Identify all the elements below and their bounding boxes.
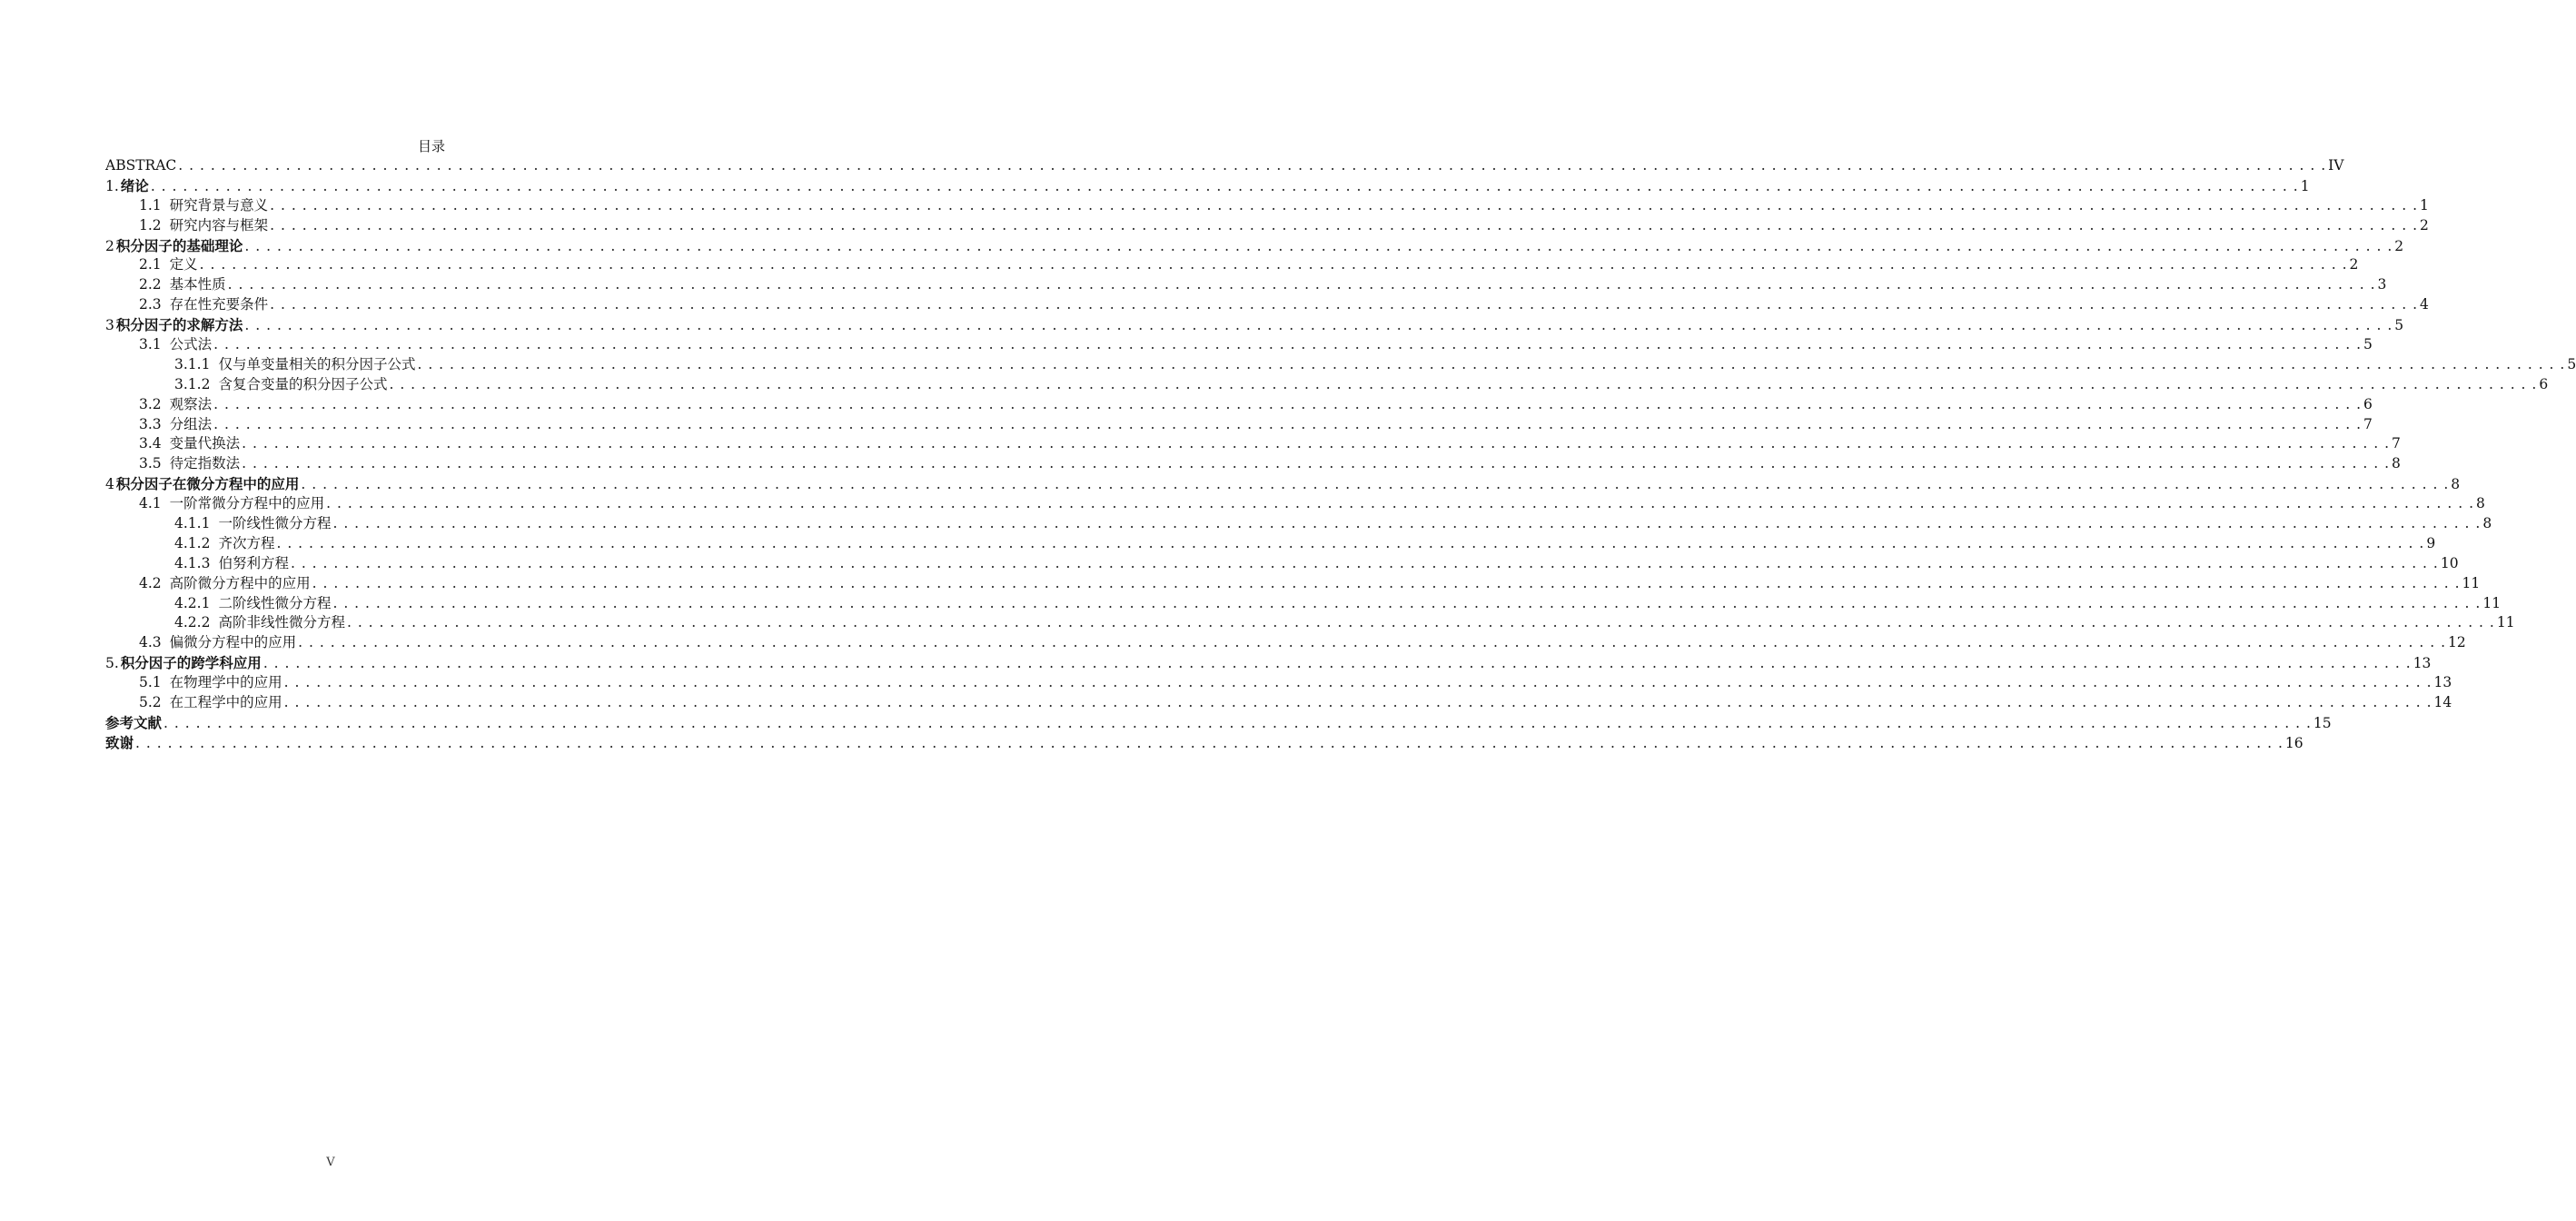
toc-entry-number: 4.2.1 [174,594,211,611]
toc-entry-page: 1 [2300,177,2310,194]
toc-entry-title [105,156,176,176]
toc-entry-text: 在工程学中的应用 [169,694,282,711]
toc-leader-dots: . . . . . . . . . . . . . . . . . . . . . . . . . . . . . . . . . . . . . . . . . . . . . . . . . . . . . . . . . . . . . . . . . . . . . . . . . . . . . . . . . . . . . . . . . . . . . . . . . . . . . . . . . . . . . . . . . . . . . . . . . . . . . . . . . . . . . . . . . . . . . . . . . . . . . . . . . . . . . . . . . . . . . . . . . . . . . . . . . . . . . . . . . . . . . . . . . . . . . . . . [213,395,2363,412]
toc-entry-page: 11 [2482,594,2502,611]
toc-entry-title [139,434,240,454]
toc-leader-dots: . . . . . . . . . . . . . . . . . . . . . . . . . . . . . . . . . . . . . . . . . . . . . . . . . . . . . . . . . . . . . . . . . . . . . . . . . . . . . . . . . . . . . . . . . . . . . . . . . . . . . . . . . . . . . . . . . . . . . . . . . . . . . . . . . . . . . . . . . . . . . . . . . . . . . . . . . . . . . . . . . . . . . . . . . . . . . . . . . . . . . . . . . . . . . . . . . . . . . . . . [389,375,2538,392]
toc-entry-text: 研究背景与意义 [169,196,269,213]
toc-leader-dots: . . . . . . . . . . . . . . . . . . . . . . . . . . . . . . . . . . . . . . . . . . . . . . . . . . . . . . . . . . . . . . . . . . . . . . . . . . . . . . . . . . . . . . . . . . . . . . . . . . . . . . . . . . . . . . . . . . . . . . . . . . . . . . . . . . . . . . . . . . . . . . . . . . . . . . . . . . . . . . . . . . . . . . . . . . . . . . . . . . . . . . . . . . . . . . . . . . . . . . . . [213,336,2363,353]
toc-entry-page: 11 [2496,614,2515,631]
toc-entry-number: 4.1.1 [174,515,211,532]
toc-entry-text: 分组法 [169,415,213,432]
toc-entry[interactable] [105,236,2404,256]
toc-entry[interactable] [105,375,2549,395]
toc-entry-page: 2 [2349,256,2359,273]
toc-entry-text: 积分因子的基础理论 [115,236,243,254]
toc-entry-page: 10 [2440,554,2459,571]
toc-entry[interactable] [105,176,2310,196]
toc-entry-page: 2 [2394,237,2404,254]
toc-entry-title [139,395,212,415]
toc-entry-text: 一阶常微分方程中的应用 [169,495,325,512]
toc-entry-text: 基本性质 [169,276,226,293]
toc-entry-text: 一阶线性微分方程 [218,515,332,532]
toc-entry-page: 13 [2413,655,2432,672]
toc-entry-title [105,176,149,197]
toc-entry-text: 绪论 [120,176,149,194]
toc-entry-number: 5. [105,655,119,672]
toc-entry-number: 3.2 [139,395,162,412]
toc-entry-title [174,594,331,614]
toc-entry-text: 积分因子在微分方程中的应用 [115,475,300,493]
toc-entry-number: 3.5 [139,455,162,472]
toc-entry-page: 8 [2482,515,2492,532]
toc-entry-number: 4.1 [139,495,162,512]
toc-entry-text: 存在性充要条件 [169,296,269,313]
toc-leader-dots: . . . . . . . . . . . . . . . . . . . . . . . . . . . . . . . . . . . . . . . . . . . . . . . . . . . . . . . . . . . . . . . . . . . . . . . . . . . . . . . . . . . . . . . . . . . . . . . . . . . . . . . . . . . . . . . . . . . . . . . . . . . . . . . . . . . . . . . . . . . . . . . . . . . . . . . . . . . . . . . . . . . . . . . . . . . . . . . . . . . . . . . . . . . . . . . . . . . . . . . . [283,674,2432,691]
toc-entry-text: 偏微分方程中的应用 [169,634,297,651]
toc-leader-dots: . . . . . . . . . . . . . . . . . . . . . . . . . . . . . . . . . . . . . . . . . . . . . . . . . . . . . . . . . . . . . . . . . . . . . . . . . . . . . . . . . . . . . . . . . . . . . . . . . . . . . . . . . . . . . . . . . . . . . . . . . . . . . . . . . . . . . . . . . . . . . . . . . . . . . . . . . . . . . . . . . . . . . . . . . . . . . . . . . . . . . . . . . . . . . . . . . . . . . . . . [242,435,2391,452]
toc-entry-text: 定义 [169,256,198,273]
toc-entry[interactable] [105,415,2373,435]
toc-entry-text: 致谢 [105,733,134,751]
toc-leader-dots: . . . . . . . . . . . . . . . . . . . . . . . . . . . . . . . . . . . . . . . . . . . . . . . . . . . . . . . . . . . . . . . . . . . . . . . . . . . . . . . . . . . . . . . . . . . . . . . . . . . . . . . . . . . . . . . . . . . . . . . . . . . . . . . . . . . . . . . . . . . . . . . . . . . . . . . . . . . . . . . . . . . . . . . . . . . . . . . . . . . . . . . . . . . . . . . . . . . . . . . . [270,216,2419,233]
toc-entry-number: 1. [105,177,119,194]
toc-entry-page: 8 [2392,455,2401,472]
toc-entry[interactable] [105,355,2576,375]
toc-entry-page: 2 [2420,216,2429,233]
toc-entry-page: IV [2328,157,2344,174]
toc-entry-text: 参考文献 [105,713,163,731]
toc-entry-text: 观察法 [169,395,213,412]
toc-entry-title [174,514,331,534]
toc-entry-title [174,554,289,574]
toc-leader-dots: . . . . . . . . . . . . . . . . . . . . . . . . . . . . . . . . . . . . . . . . . . . . . . . . . . . . . . . . . . . . . . . . . . . . . . . . . . . . . . . . . . . . . . . . . . . . . . . . . . . . . . . . . . . . . . . . . . . . . . . . . . . . . . . . . . . . . . . . . . . . . . . . . . . . . . . . . . . . . . . . . . . . . . . . . . . . . . . . . . . . . . . . . . . . . . . . . . . . . . . . [135,734,2284,751]
toc-entry-text: 高阶微分方程中的应用 [169,574,311,591]
toc-leader-dots: . . . . . . . . . . . . . . . . . . . . . . . . . . . . . . . . . . . . . . . . . . . . . . . . . . . . . . . . . . . . . . . . . . . . . . . . . . . . . . . . . . . . . . . . . . . . . . . . . . . . . . . . . . . . . . . . . . . . . . . . . . . . . . . . . . . . . . . . . . . . . . . . . . . . . . . . . . . . . . . . . . . . . . . . . . . . . . . . . . . . . . . . . . . . . . . . . . . . . . . . [270,196,2419,213]
toc-entry-text: 在物理学中的应用 [169,674,282,691]
toc-entry[interactable] [105,494,2485,514]
toc-entry[interactable] [105,275,2387,295]
toc-entry-text: 二阶线性微分方程 [218,594,332,611]
toc-entry[interactable] [105,395,2373,415]
toc-entry-number: 3.1.2 [174,375,211,392]
toc-entry[interactable] [105,713,2332,733]
toc-entry[interactable] [105,156,2344,176]
toc-entry-page: 12 [2448,634,2466,651]
toc-entry-text: 含复合变量的积分因子公式 [218,375,388,392]
toc-entry-title [139,574,311,594]
toc-leader-dots: . . . . . . . . . . . . . . . . . . . . . . . . . . . . . . . . . . . . . . . . . . . . . . . . . . . . . . . . . . . . . . . . . . . . . . . . . . . . . . . . . . . . . . . . . . . . . . . . . . . . . . . . . . . . . . . . . . . . . . . . . . . . . . . . . . . . . . . . . . . . . . . . . . . . . . . . . . . . . . . . . . . . . . . . . . . . . . . . . . . . . . . . . . . . . . . . . . . . . . . . [417,355,2566,372]
toc-entry-page: 15 [2313,714,2332,731]
toc-entry[interactable] [105,554,2459,574]
toc-leader-dots: . . . . . . . . . . . . . . . . . . . . . . . . . . . . . . . . . . . . . . . . . . . . . . . . . . . . . . . . . . . . . . . . . . . . . . . . . . . . . . . . . . . . . . . . . . . . . . . . . . . . . . . . . . . . . . . . . . . . . . . . . . . . . . . . . . . . . . . . . . . . . . . . . . . . . . . . . . . . . . . . . . . . . . . . . . . . . . . . . . . . . . . . . . . . . . . . . . . . . . . . [346,614,2495,631]
toc-entry-number: 3 [105,317,114,334]
toc-entry[interactable] [105,454,2401,474]
toc-entry-title [139,216,268,236]
toc-entry-title [174,534,274,554]
toc-entry-page: 6 [2539,375,2549,392]
toc-entry-title [174,613,345,633]
toc-entry-number: 4 [105,476,114,493]
toc-entry-page: 7 [2363,415,2373,432]
table-of-contents [105,156,2576,753]
toc-entry-text: 积分因子的跨学科应用 [120,654,262,672]
toc-entry-page: 13 [2433,674,2452,691]
toc-entry-title [139,494,324,514]
toc-entry-text: 积分因子的求解方法 [115,316,243,334]
toc-entry-number: 2.3 [139,296,162,313]
toc-entry-number: 3.3 [139,415,162,432]
toc-entry-text: ABSTRAC [105,157,177,174]
toc-entry-text: 伯努利方程 [218,554,289,571]
toc-entry[interactable] [105,255,2359,275]
toc-leader-dots: . . . . . . . . . . . . . . . . . . . . . . . . . . . . . . . . . . . . . . . . . . . . . . . . . . . . . . . . . . . . . . . . . . . . . . . . . . . . . . . . . . . . . . . . . . . . . . . . . . . . . . . . . . . . . . . . . . . . . . . . . . . . . . . . . . . . . . . . . . . . . . . . . . . . . . . . . . . . . . . . . . . . . . . . . . . . . . . . . . . . . . . . . . . . . . . . . . . . . . . . [332,594,2482,611]
toc-entry[interactable] [105,574,2481,594]
toc-entry-title [139,295,268,315]
toc-entry[interactable] [105,693,2452,713]
toc-leader-dots: . . . . . . . . . . . . . . . . . . . . . . . . . . . . . . . . . . . . . . . . . . . . . . . . . . . . . . . . . . . . . . . . . . . . . . . . . . . . . . . . . . . . . . . . . . . . . . . . . . . . . . . . . . . . . . . . . . . . . . . . . . . . . . . . . . . . . . . . . . . . . . . . . . . . . . . . . . . . . . . . . . . . . . . . . . . . . . . . . . . . . . . . . . . . . . . . . . . . . . . . [283,694,2432,711]
toc-entry[interactable] [105,196,2429,216]
toc-entry-title [139,335,212,355]
toc-entry[interactable] [105,434,2401,454]
toc-entry-title [139,255,198,275]
toc-entry[interactable] [105,633,2466,653]
toc-leader-dots: . . . . . . . . . . . . . . . . . . . . . . . . . . . . . . . . . . . . . . . . . . . . . . . . . . . . . . . . . . . . . . . . . . . . . . . . . . . . . . . . . . . . . . . . . . . . . . . . . . . . . . . . . . . . . . . . . . . . . . . . . . . . . . . . . . . . . . . . . . . . . . . . . . . . . . . . . . . . . . . . . . . . . . . . . . . . . . . . . . . . . . . . . . . . . . . . . . . . . . . . [326,495,2475,512]
toc-entry-title [139,196,268,216]
toc-entry[interactable] [105,474,2461,494]
toc-entry-title [105,653,262,674]
toc-entry-title [139,454,240,474]
toc-leader-dots: . . . . . . . . . . . . . . . . . . . . . . . . . . . . . . . . . . . . . . . . . . . . . . . . . . . . . . . . . . . . . . . . . . . . . . . . . . . . . . . . . . . . . . . . . . . . . . . . . . . . . . . . . . . . . . . . . . . . . . . . . . . . . . . . . . . . . . . . . . . . . . . . . . . . . . . . . . . . . . . . . . . . . . . . . . . . . . . . . . . . . . . . . . . . . . . . . . . . . . . . [178,157,2327,174]
toc-entry-title [139,633,296,653]
toc-entry-page: 7 [2392,435,2401,452]
toc-entry-number: 1.2 [139,216,162,233]
toc-entry[interactable] [105,335,2373,355]
toc-leader-dots: . . . . . . . . . . . . . . . . . . . . . . . . . . . . . . . . . . . . . . . . . . . . . . . . . . . . . . . . . . . . . . . . . . . . . . . . . . . . . . . . . . . . . . . . . . . . . . . . . . . . . . . . . . . . . . . . . . . . . . . . . . . . . . . . . . . . . . . . . . . . . . . . . . . . . . . . . . . . . . . . . . . . . . . . . . . . . . . . . . . . . . . . . . . . . . . . . . . . . . . . [227,276,2376,293]
toc-entry-text: 公式法 [169,336,213,353]
toc-entry-number: 4.2.2 [174,614,211,631]
toc-entry-page: 5 [2363,336,2373,353]
toc-entry-number: 5.2 [139,694,162,711]
toc-entry-page: 4 [2420,296,2429,313]
toc-entry[interactable] [105,315,2404,335]
toc-entry-title [105,733,134,754]
toc-entry-page: 8 [2451,476,2461,493]
toc-entry-page: 8 [2476,495,2485,512]
toc-leader-dots: . . . . . . . . . . . . . . . . . . . . . . . . . . . . . . . . . . . . . . . . . . . . . . . . . . . . . . . . . . . . . . . . . . . . . . . . . . . . . . . . . . . . . . . . . . . . . . . . . . . . . . . . . . . . . . . . . . . . . . . . . . . . . . . . . . . . . . . . . . . . . . . . . . . . . . . . . . . . . . . . . . . . . . . . . . . . . . . . . . . . . . . . . . . . . . . . . . . . . . . . [199,256,2348,273]
toc-entry-title [139,693,282,713]
toc-leader-dots: . . . . . . . . . . . . . . . . . . . . . . . . . . . . . . . . . . . . . . . . . . . . . . . . . . . . . . . . . . . . . . . . . . . . . . . . . . . . . . . . . . . . . . . . . . . . . . . . . . . . . . . . . . . . . . . . . . . . . . . . . . . . . . . . . . . . . . . . . . . . . . . . . . . . . . . . . . . . . . . . . . . . . . . . . . . . . . . . . . . . . . . . . . . . . . . . . . . . . . . . [263,655,2412,672]
toc-entry-title [105,236,243,257]
toc-leader-dots: . . . . . . . . . . . . . . . . . . . . . . . . . . . . . . . . . . . . . . . . . . . . . . . . . . . . . . . . . . . . . . . . . . . . . . . . . . . . . . . . . . . . . . . . . . . . . . . . . . . . . . . . . . . . . . . . . . . . . . . . . . . . . . . . . . . . . . . . . . . . . . . . . . . . . . . . . . . . . . . . . . . . . . . . . . . . . . . . . . . . . . . . . . . . . . . . . . . . . . . . [270,296,2419,313]
toc-leader-dots: . . . . . . . . . . . . . . . . . . . . . . . . . . . . . . . . . . . . . . . . . . . . . . . . . . . . . . . . . . . . . . . . . . . . . . . . . . . . . . . . . . . . . . . . . . . . . . . . . . . . . . . . . . . . . . . . . . . . . . . . . . . . . . . . . . . . . . . . . . . . . . . . . . . . . . . . . . . . . . . . . . . . . . . . . . . . . . . . . . . . . . . . . . . . . . . . . . . . . . . . [244,237,2393,254]
toc-entry-title [105,713,162,734]
toc-leader-dots: . . . . . . . . . . . . . . . . . . . . . . . . . . . . . . . . . . . . . . . . . . . . . . . . . . . . . . . . . . . . . . . . . . . . . . . . . . . . . . . . . . . . . . . . . . . . . . . . . . . . . . . . . . . . . . . . . . . . . . . . . . . . . . . . . . . . . . . . . . . . . . . . . . . . . . . . . . . . . . . . . . . . . . . . . . . . . . . . . . . . . . . . . . . . . . . . . . . . . . . . [298,634,2447,651]
toc-entry-page: 3 [2377,276,2387,293]
toc-entry-text: 变量代换法 [169,435,241,452]
toc-entry-page: 5 [2394,317,2404,334]
page-number-footer: V [326,1156,335,1169]
toc-entry-page: 9 [2426,534,2436,551]
toc-entry-number: 3.1 [139,336,162,353]
toc-entry-title [174,375,387,395]
toc-leader-dots: . . . . . . . . . . . . . . . . . . . . . . . . . . . . . . . . . . . . . . . . . . . . . . . . . . . . . . . . . . . . . . . . . . . . . . . . . . . . . . . . . . . . . . . . . . . . . . . . . . . . . . . . . . . . . . . . . . . . . . . . . . . . . . . . . . . . . . . . . . . . . . . . . . . . . . . . . . . . . . . . . . . . . . . . . . . . . . . . . . . . . . . . . . . . . . . . . . . . . . . . [290,554,2439,571]
toc-leader-dots: . . . . . . . . . . . . . . . . . . . . . . . . . . . . . . . . . . . . . . . . . . . . . . . . . . . . . . . . . . . . . . . . . . . . . . . . . . . . . . . . . . . . . . . . . . . . . . . . . . . . . . . . . . . . . . . . . . . . . . . . . . . . . . . . . . . . . . . . . . . . . . . . . . . . . . . . . . . . . . . . . . . . . . . . . . . . . . . . . . . . . . . . . . . . . . . . . . . . . . . . [244,317,2393,334]
toc-entry-number: 3.1.1 [174,355,211,372]
toc-leader-dots: . . . . . . . . . . . . . . . . . . . . . . . . . . . . . . . . . . . . . . . . . . . . . . . . . . . . . . . . . . . . . . . . . . . . . . . . . . . . . . . . . . . . . . . . . . . . . . . . . . . . . . . . . . . . . . . . . . . . . . . . . . . . . . . . . . . . . . . . . . . . . . . . . . . . . . . . . . . . . . . . . . . . . . . . . . . . . . . . . . . . . . . . . . . . . . . . . . . . . . . . [332,515,2482,532]
toc-entry[interactable] [105,613,2515,633]
toc-entry[interactable] [105,534,2436,554]
toc-entry-text: 待定指数法 [169,455,241,472]
toc-entry-number: 2 [105,237,114,254]
toc-entry[interactable] [105,594,2502,614]
toc-entry-page: 1 [2420,196,2429,213]
toc-entry-text: 齐次方程 [218,534,275,551]
toc-entry-title [139,415,212,435]
toc-entry-number: 4.1.3 [174,554,211,571]
toc-entry[interactable] [105,653,2432,673]
toc-entry-title [174,355,415,375]
toc-entry[interactable] [105,295,2429,315]
toc-leader-dots: . . . . . . . . . . . . . . . . . . . . . . . . . . . . . . . . . . . . . . . . . . . . . . . . . . . . . . . . . . . . . . . . . . . . . . . . . . . . . . . . . . . . . . . . . . . . . . . . . . . . . . . . . . . . . . . . . . . . . . . . . . . . . . . . . . . . . . . . . . . . . . . . . . . . . . . . . . . . . . . . . . . . . . . . . . . . . . . . . . . . . . . . . . . . . . . . . . . . . . . . [276,534,2425,551]
toc-entry-number: 2.2 [139,276,162,293]
toc-entry-number: 2.1 [139,256,162,273]
toc-entry-number: 4.1.2 [174,534,211,551]
toc-leader-dots: . . . . . . . . . . . . . . . . . . . . . . . . . . . . . . . . . . . . . . . . . . . . . . . . . . . . . . . . . . . . . . . . . . . . . . . . . . . . . . . . . . . . . . . . . . . . . . . . . . . . . . . . . . . . . . . . . . . . . . . . . . . . . . . . . . . . . . . . . . . . . . . . . . . . . . . . . . . . . . . . . . . . . . . . . . . . . . . . . . . . . . . . . . . . . . . . . . . . . . . . [242,455,2391,472]
toc-entry-number: 3.4 [139,435,162,452]
toc-leader-dots: . . . . . . . . . . . . . . . . . . . . . . . . . . . . . . . . . . . . . . . . . . . . . . . . . . . . . . . . . . . . . . . . . . . . . . . . . . . . . . . . . . . . . . . . . . . . . . . . . . . . . . . . . . . . . . . . . . . . . . . . . . . . . . . . . . . . . . . . . . . . . . . . . . . . . . . . . . . . . . . . . . . . . . . . . . . . . . . . . . . . . . . . . . . . . . . . . . . . . . . . [150,177,2299,194]
toc-entry-page: 5 [2567,355,2576,372]
toc-entry-number: 5.1 [139,674,162,691]
toc-entry-page: 14 [2433,694,2452,711]
toc-entry-number: 4.3 [139,634,162,651]
toc-title: 目录 [417,138,445,154]
toc-entry-page: 16 [2284,734,2304,751]
toc-leader-dots: . . . . . . . . . . . . . . . . . . . . . . . . . . . . . . . . . . . . . . . . . . . . . . . . . . . . . . . . . . . . . . . . . . . . . . . . . . . . . . . . . . . . . . . . . . . . . . . . . . . . . . . . . . . . . . . . . . . . . . . . . . . . . . . . . . . . . . . . . . . . . . . . . . . . . . . . . . . . . . . . . . . . . . . . . . . . . . . . . . . . . . . . . . . . . . . . . . . . . . . . [163,714,2312,731]
toc-entry-title [139,275,226,295]
toc-entry-title [105,315,243,336]
toc-entry[interactable] [105,514,2492,534]
toc-entry-number: 1.1 [139,196,162,213]
toc-entry[interactable] [105,673,2452,693]
toc-entry-title [139,673,282,693]
toc-entry-page: 6 [2363,395,2373,412]
toc-entry[interactable] [105,733,2304,753]
toc-leader-dots: . . . . . . . . . . . . . . . . . . . . . . . . . . . . . . . . . . . . . . . . . . . . . . . . . . . . . . . . . . . . . . . . . . . . . . . . . . . . . . . . . . . . . . . . . . . . . . . . . . . . . . . . . . . . . . . . . . . . . . . . . . . . . . . . . . . . . . . . . . . . . . . . . . . . . . . . . . . . . . . . . . . . . . . . . . . . . . . . . . . . . . . . . . . . . . . . . . . . . . . . [301,476,2450,493]
toc-entry-number: 4.2 [139,574,162,591]
toc-entry-text: 高阶非线性微分方程 [218,614,345,631]
toc-leader-dots: . . . . . . . . . . . . . . . . . . . . . . . . . . . . . . . . . . . . . . . . . . . . . . . . . . . . . . . . . . . . . . . . . . . . . . . . . . . . . . . . . . . . . . . . . . . . . . . . . . . . . . . . . . . . . . . . . . . . . . . . . . . . . . . . . . . . . . . . . . . . . . . . . . . . . . . . . . . . . . . . . . . . . . . . . . . . . . . . . . . . . . . . . . . . . . . . . . . . . . . . [312,574,2461,591]
toc-entry-page: 11 [2462,574,2481,591]
toc-entry[interactable] [105,216,2429,236]
toc-entry-title [105,474,299,495]
toc-leader-dots: . . . . . . . . . . . . . . . . . . . . . . . . . . . . . . . . . . . . . . . . . . . . . . . . . . . . . . . . . . . . . . . . . . . . . . . . . . . . . . . . . . . . . . . . . . . . . . . . . . . . . . . . . . . . . . . . . . . . . . . . . . . . . . . . . . . . . . . . . . . . . . . . . . . . . . . . . . . . . . . . . . . . . . . . . . . . . . . . . . . . . . . . . . . . . . . . . . . . . . . . [213,415,2363,432]
toc-entry-text: 仅与单变量相关的积分因子公式 [218,355,416,372]
toc-entry-text: 研究内容与框架 [169,216,269,233]
